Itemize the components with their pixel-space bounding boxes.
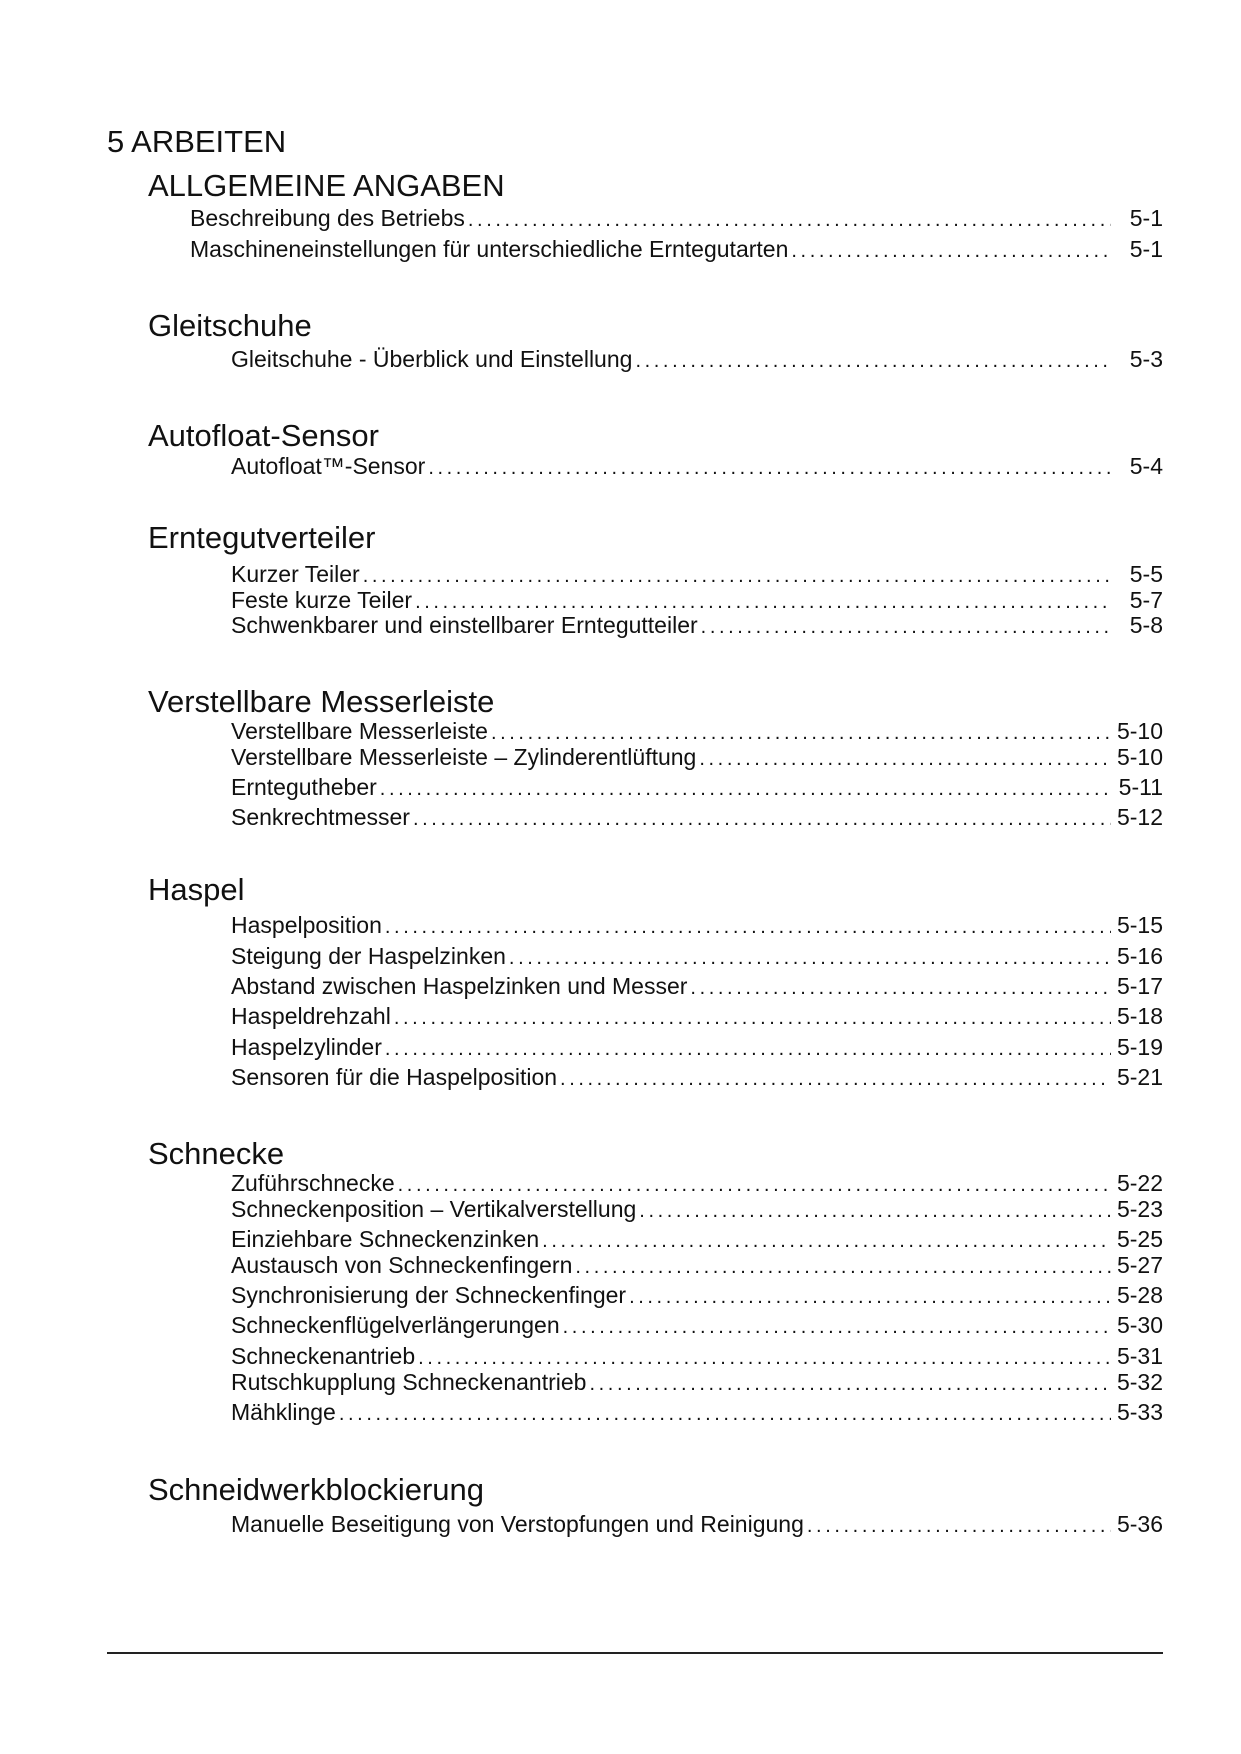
toc-entry[interactable] [231, 973, 1163, 1000]
toc-entry-page: 5-25 [1116, 1226, 1163, 1252]
section-title-autofloat-sensor: Autofloat-Sensor [148, 418, 379, 453]
dot-leader [394, 1005, 1111, 1030]
toc-entry[interactable] [231, 744, 1163, 771]
toc-entry-label: Synchronisierung der Schneckenfinger [231, 1282, 627, 1308]
toc-entry-page: 5-30 [1116, 1312, 1163, 1338]
dot-leader [413, 806, 1111, 831]
section-title-schneidwerkblockierung: Schneidwerkblockierung [148, 1472, 485, 1507]
toc-entry-page: 5-21 [1116, 1064, 1163, 1090]
toc-entry-label: Sensoren für die Haspelposition [231, 1064, 558, 1090]
toc-entry-page: 5-15 [1116, 912, 1163, 938]
dot-leader [415, 589, 1111, 614]
toc-entry[interactable] [231, 912, 1163, 939]
toc-entry-page: 5-32 [1116, 1369, 1163, 1395]
dot-leader [699, 746, 1111, 771]
dot-leader [509, 945, 1111, 970]
dot-leader [428, 455, 1111, 480]
toc-entry-label: Schneckenflügelverlängerungen [231, 1312, 560, 1338]
toc-entry-page: 5-7 [1129, 587, 1163, 613]
footer-rule [107, 1652, 1163, 1654]
toc-entry-page: 5-28 [1116, 1282, 1163, 1308]
toc-entry-label: Verstellbare Messerleiste – Zylinderentlüftung [231, 744, 697, 770]
toc-entry-page: 5-19 [1116, 1034, 1163, 1060]
toc-entry-page: 5-8 [1129, 612, 1163, 638]
section-title-haspel: Haspel [148, 872, 245, 907]
toc-entry-label: Mähklinge [231, 1399, 336, 1425]
dot-leader [701, 614, 1111, 639]
toc-entry-label: Schneckenposition – Vertikalverstellung [231, 1196, 637, 1222]
toc-entry[interactable] [231, 1196, 1163, 1223]
section-title-schnecke: Schnecke [148, 1136, 285, 1171]
toc-entry[interactable] [231, 718, 1163, 745]
toc-entry[interactable] [231, 1252, 1163, 1279]
toc-entry[interactable] [231, 587, 1163, 614]
toc-entry-label: Beschreibung des Betriebs [190, 205, 465, 231]
toc-entry-page: 5-17 [1116, 973, 1163, 999]
toc-entry-label: Erntegutheber [231, 774, 377, 800]
dot-leader [575, 1254, 1111, 1279]
dot-leader [398, 1172, 1111, 1197]
section-title-verstellbare-messerleiste: Verstellbare Messerleiste [148, 684, 495, 719]
dot-leader [560, 1066, 1111, 1091]
toc-entry[interactable] [231, 1003, 1163, 1030]
toc-entry-label: Schwenkbarer und einstellbarer Erntegutteiler [231, 612, 698, 638]
toc-entry[interactable] [231, 1282, 1163, 1309]
toc-entry-label: Einziehbare Schneckenzinken [231, 1226, 540, 1252]
dot-leader [629, 1284, 1111, 1309]
dot-leader [690, 975, 1111, 1000]
toc-entry-label: Senkrechtmesser [231, 804, 410, 830]
toc-entry-page: 5-31 [1116, 1343, 1163, 1369]
toc-entry-page: 5-12 [1116, 804, 1163, 830]
toc-entry-page: 5-16 [1116, 943, 1163, 969]
toc-entry-label: Autofloat™-Sensor [231, 453, 426, 479]
section-title-erntegutverteiler: Erntegutverteiler [148, 520, 376, 555]
section-title-allgemeine-angaben: ALLGEMEINE ANGABEN [148, 168, 505, 203]
toc-entry[interactable] [231, 612, 1163, 639]
dot-leader [339, 1401, 1111, 1426]
toc-entry-page: 5-23 [1116, 1196, 1163, 1222]
dot-leader [791, 238, 1111, 263]
toc-entry-label: Abstand zwischen Haspelzinken und Messer [231, 973, 688, 999]
dot-leader [385, 1036, 1111, 1061]
toc-entry-label: Kurzer Teiler [231, 561, 360, 587]
toc-entry[interactable] [231, 1170, 1163, 1197]
toc-entry[interactable] [231, 1226, 1163, 1253]
toc-entry-label: Verstellbare Messerleiste [231, 718, 488, 744]
toc-entry-page: 5-33 [1116, 1399, 1163, 1425]
toc-entry-page: 5-4 [1129, 453, 1163, 479]
toc-entry[interactable] [231, 774, 1163, 801]
toc-entry-label: Gleitschuhe - Überblick und Einstellung [231, 346, 633, 372]
toc-entry-label: Steigung der Haspelzinken [231, 943, 506, 969]
toc-entry-page: 5-1 [1129, 236, 1163, 262]
toc-entry-page: 5-5 [1129, 561, 1163, 587]
dot-leader [491, 720, 1111, 745]
toc-entry[interactable] [231, 804, 1163, 831]
toc-entry-page: 5-18 [1116, 1003, 1163, 1029]
toc-entry-page: 5-3 [1129, 346, 1163, 372]
toc-entry-label: Zuführschnecke [231, 1170, 395, 1196]
dot-leader [589, 1371, 1110, 1396]
toc-entry-page: 5-10 [1116, 718, 1163, 744]
toc-entry-label: Haspeldrehzahl [231, 1003, 391, 1029]
toc-entry-label: Austausch von Schneckenfingern [231, 1252, 573, 1278]
chapter-title: 5 ARBEITEN [107, 124, 287, 159]
toc-entry-label: Maschineneinstellungen für unterschiedliche Erntegutarten [190, 236, 789, 262]
dot-leader [363, 563, 1111, 588]
dot-leader [542, 1228, 1111, 1253]
toc-entry[interactable] [231, 1399, 1163, 1426]
dot-leader [807, 1513, 1111, 1538]
toc-entry-page: 5-22 [1116, 1170, 1163, 1196]
dot-leader [380, 776, 1111, 801]
toc-entry[interactable] [231, 1034, 1163, 1061]
toc-entry-page: 5-27 [1116, 1252, 1163, 1278]
toc-entry[interactable] [231, 1343, 1163, 1370]
toc-entry-label: Schneckenantrieb [231, 1343, 416, 1369]
toc-entry-page: 5-11 [1118, 774, 1163, 800]
section-title-gleitschuhe: Gleitschuhe [148, 308, 312, 343]
toc-entry-label: Haspelposition [231, 912, 382, 938]
toc-entry[interactable] [190, 205, 1163, 232]
toc-entry-page: 5-36 [1116, 1511, 1163, 1537]
toc-entry[interactable] [231, 1312, 1163, 1339]
dot-leader [639, 1198, 1111, 1223]
toc-entry-page: 5-1 [1129, 205, 1163, 231]
dot-leader [468, 207, 1111, 232]
toc-entry-label: Rutschkupplung Schneckenantrieb [231, 1369, 587, 1395]
toc-entry[interactable] [231, 1511, 1163, 1538]
toc-entry-label: Feste kurze Teiler [231, 587, 413, 613]
toc-entry-label: Haspelzylinder [231, 1034, 382, 1060]
dot-leader [385, 914, 1111, 939]
toc-entry[interactable] [190, 236, 1163, 263]
toc-entry[interactable] [231, 561, 1163, 588]
toc-entry[interactable] [231, 1064, 1163, 1091]
dot-leader [563, 1314, 1111, 1339]
toc-entry[interactable] [231, 1369, 1163, 1396]
toc-entry-label: Manuelle Beseitigung von Verstopfungen und Reinigung [231, 1511, 804, 1537]
dot-leader [635, 348, 1111, 373]
toc-entry[interactable] [231, 943, 1163, 970]
dot-leader [418, 1345, 1111, 1370]
toc-entry-page: 5-10 [1116, 744, 1163, 770]
toc-entry[interactable] [231, 346, 1163, 373]
toc-entry[interactable] [231, 453, 1163, 480]
